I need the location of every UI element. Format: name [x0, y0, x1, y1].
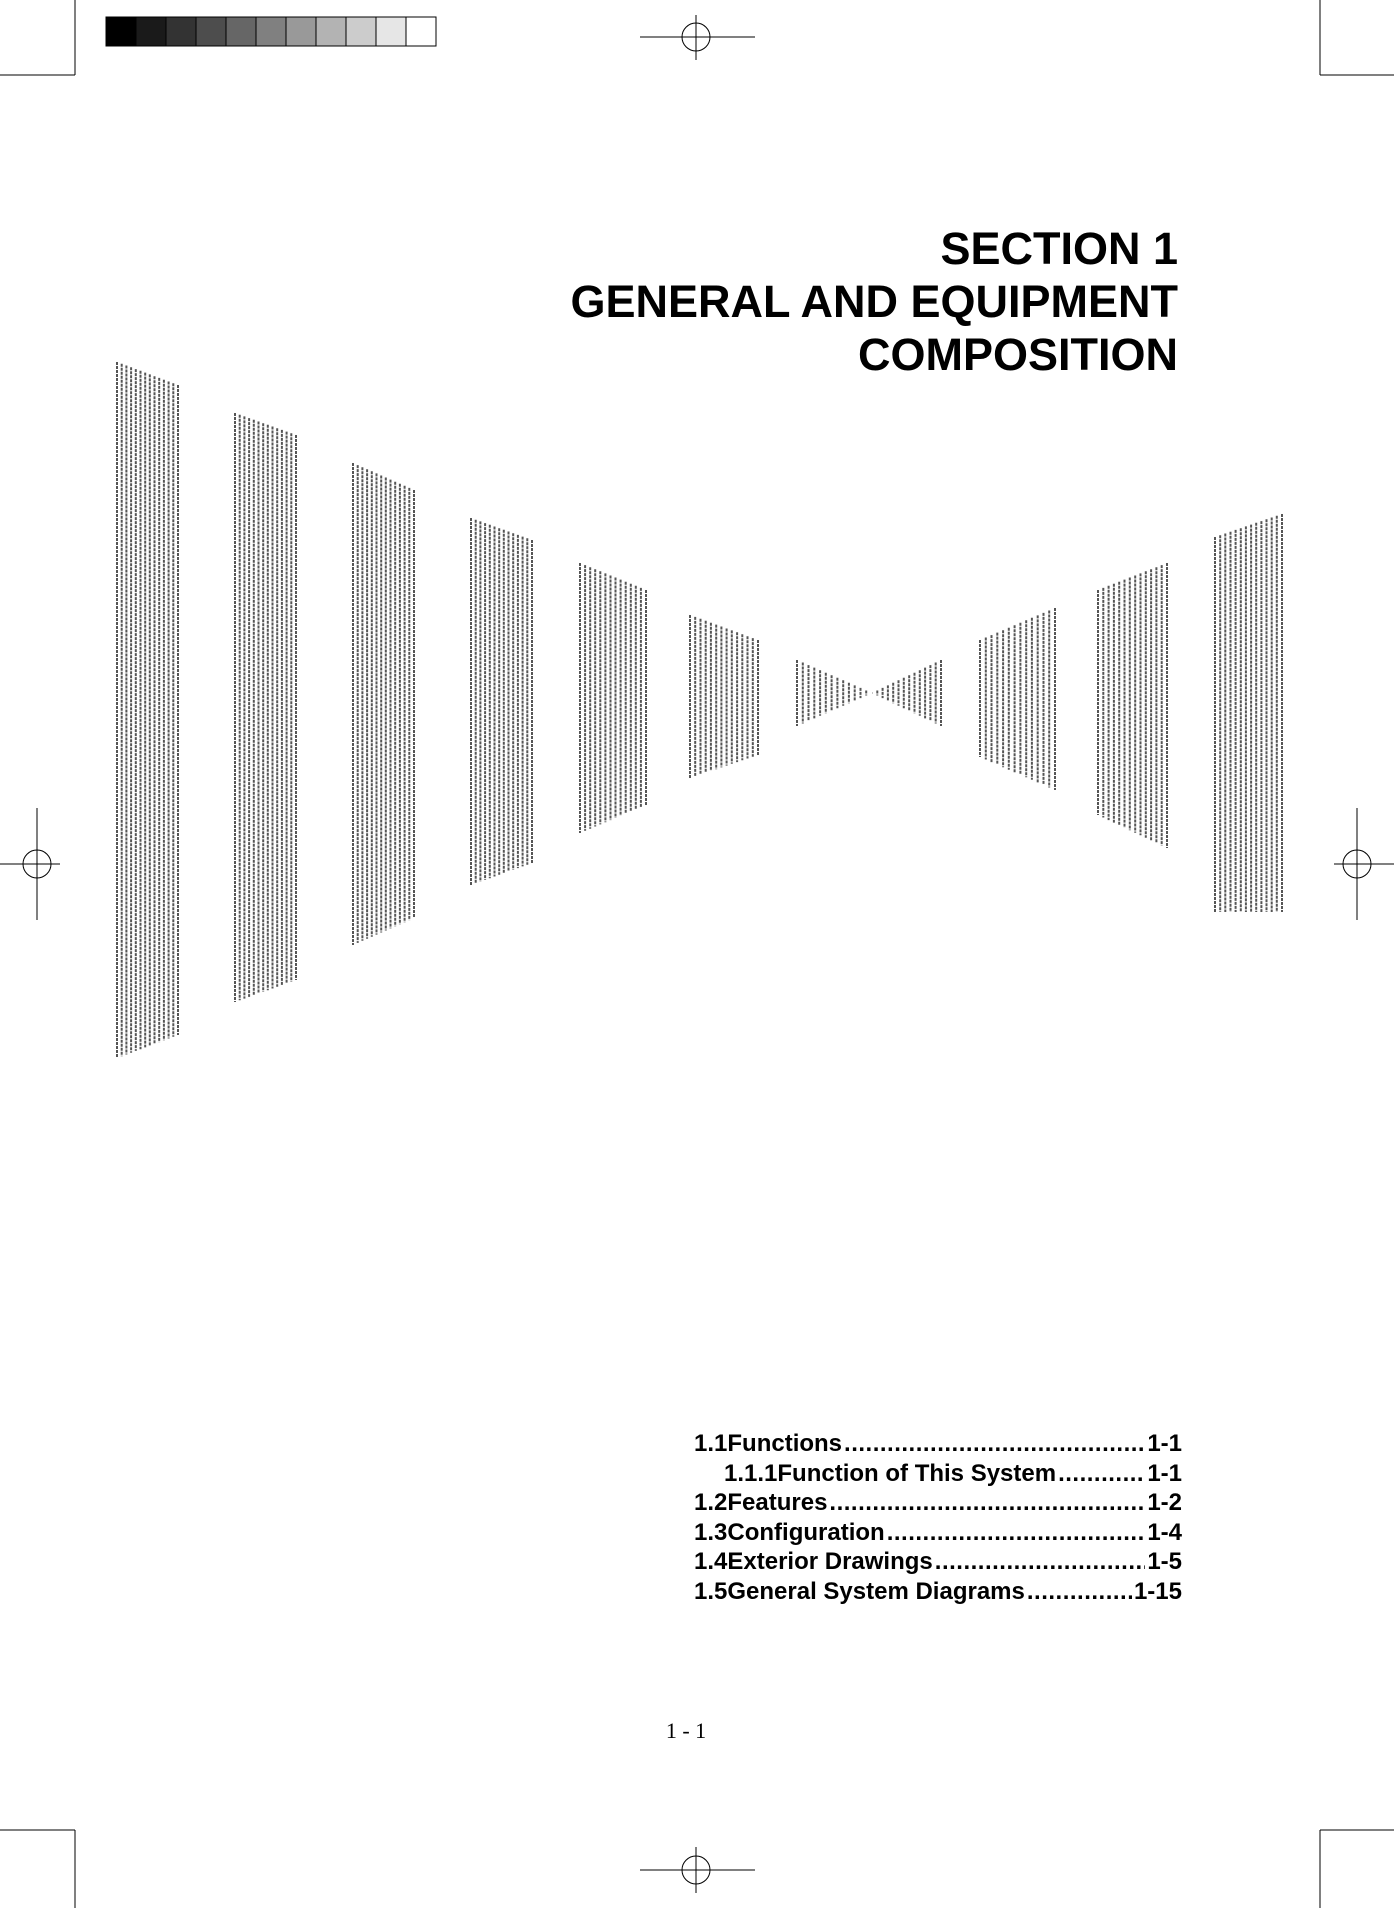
toc-number: 1.4	[694, 1548, 728, 1575]
section-title-line-1: SECTION 1	[940, 223, 1178, 274]
toc-page: 1-4	[1147, 1518, 1182, 1546]
toc-page: 1-1	[1147, 1459, 1182, 1487]
toc-title: Configuration	[727, 1518, 885, 1546]
toc-entry[interactable]	[694, 1519, 1182, 1549]
toc-page: 1-15	[1133, 1577, 1182, 1605]
toc-entry[interactable]	[694, 1430, 1182, 1460]
toc-title: Functions	[727, 1430, 843, 1457]
page-number: 1 - 1	[665, 1718, 707, 1743]
toc-title: Function of This System	[777, 1459, 1057, 1487]
section-title	[570, 222, 1178, 381]
toc-title: Exterior Drawings	[727, 1548, 933, 1575]
section-title-line-3: COMPOSITION	[857, 329, 1178, 380]
toc-entry[interactable]	[694, 1548, 1182, 1578]
gray-scale-bar-icon	[106, 17, 436, 46]
table-of-contents	[694, 1430, 1182, 1607]
toc-entry[interactable]	[694, 1578, 1182, 1608]
toc-leader	[1027, 1578, 1132, 1606]
toc-number: 1.2	[694, 1489, 728, 1516]
toc-title: General System Diagrams	[727, 1577, 1025, 1605]
toc-number: 1.3	[694, 1518, 728, 1546]
section-title-line-2: GENERAL AND EQUIPMENT	[570, 276, 1178, 327]
toc-page: 1-2	[1147, 1489, 1182, 1516]
toc-leader	[829, 1489, 1145, 1517]
toc-number: 1.5	[694, 1577, 728, 1605]
toc-title: Features	[727, 1489, 828, 1516]
toc-leader	[935, 1548, 1146, 1576]
toc-page: 1-1	[1147, 1430, 1182, 1457]
toc-page: 1-5	[1147, 1548, 1182, 1575]
toc-number: 1.1.1	[724, 1459, 778, 1487]
toc-number: 1.1	[694, 1430, 728, 1457]
toc-entry[interactable]	[694, 1489, 1182, 1519]
perspective-stripes-graphic	[117, 362, 1282, 1058]
toc-leader	[1058, 1460, 1145, 1488]
toc-entry[interactable]	[694, 1460, 1182, 1490]
toc-leader	[887, 1519, 1146, 1547]
toc-leader	[844, 1430, 1145, 1458]
